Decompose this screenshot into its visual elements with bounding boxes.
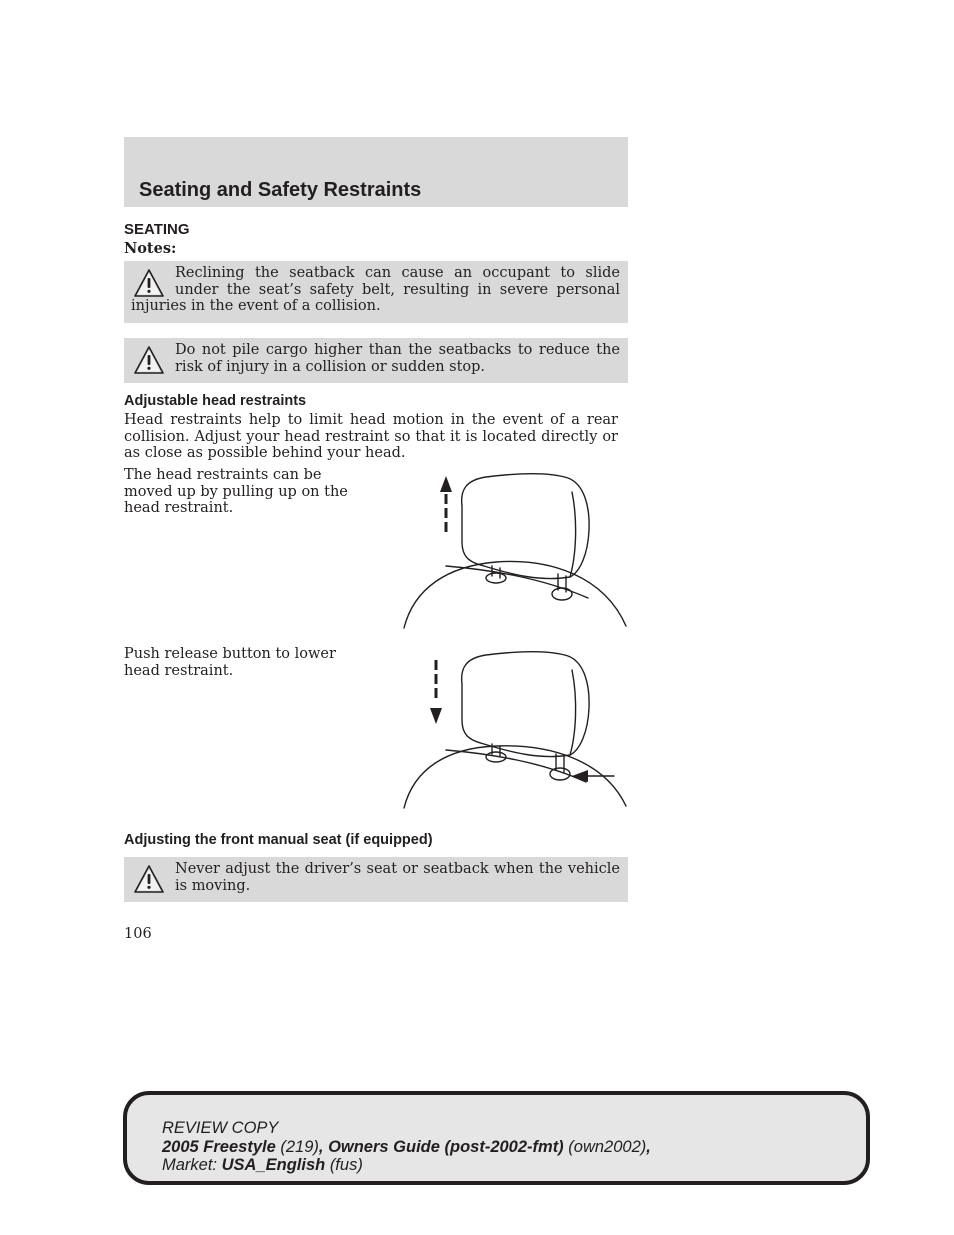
warning-text: Do not pile cargo higher than the seatbacks to reduce the risk of injury in a collision or sudden stop. bbox=[175, 342, 620, 375]
footer-text bbox=[162, 1119, 651, 1175]
notes-label: Notes: bbox=[124, 240, 177, 257]
footer-market-label: Market: bbox=[162, 1156, 218, 1174]
review-copy-footer bbox=[123, 1091, 870, 1185]
head-restraint-lower-illustration bbox=[400, 650, 632, 812]
warning-triangle-icon bbox=[133, 268, 165, 298]
head-restraint-raise-illustration bbox=[400, 470, 632, 632]
warning-triangle-icon bbox=[133, 864, 165, 894]
footer-guide: Owners Guide (post-2002-fmt) bbox=[328, 1137, 564, 1156]
footer-review-label: REVIEW COPY bbox=[162, 1119, 279, 1137]
footer-model-code: (219) bbox=[280, 1137, 319, 1156]
footer-model-line: 2005 Freestyle (219), Owners Guide (post-2002-fmt) (own2002), bbox=[162, 1137, 651, 1156]
footer-market-code: (fus) bbox=[329, 1156, 363, 1174]
section-header bbox=[124, 137, 628, 207]
warning-box-cargo bbox=[124, 338, 628, 383]
page-number: 106 bbox=[124, 926, 152, 942]
raise-instruction: The head restraints can be moved up by pulling up on the head restraint. bbox=[124, 467, 348, 516]
lower-instruction: Push release button to lower head restraint. bbox=[124, 646, 336, 679]
warning-text: Reclining the seatback can cause an occupant to slide under the seat’s safety belt, resulting in severe personal injuries in the event of a collision. bbox=[131, 265, 620, 314]
footer-market-line bbox=[162, 1156, 651, 1175]
footer-market: USA_English bbox=[221, 1156, 326, 1174]
footer-guide-code: (own2002) bbox=[568, 1137, 647, 1156]
head-restraints-heading: Adjustable head restraints bbox=[124, 393, 307, 409]
warning-triangle-icon bbox=[133, 345, 165, 375]
footer-model: 2005 Freestyle bbox=[162, 1137, 276, 1156]
head-restraints-intro: Head restraints help to limit head motion in the event of a rear collision. Adjust your head restraint so that it is located directly or as close as possible behind your head. bbox=[124, 412, 618, 461]
section-title: Seating and Safety Restraints bbox=[139, 179, 422, 201]
warning-box-driver-seat bbox=[124, 857, 628, 902]
seating-heading: SEATING bbox=[124, 221, 190, 238]
front-seat-heading: Adjusting the front manual seat (if equipped) bbox=[124, 832, 433, 848]
warning-text: Never adjust the driver’s seat or seatback when the vehicle is moving. bbox=[175, 861, 620, 894]
warning-box-recline bbox=[124, 261, 628, 323]
